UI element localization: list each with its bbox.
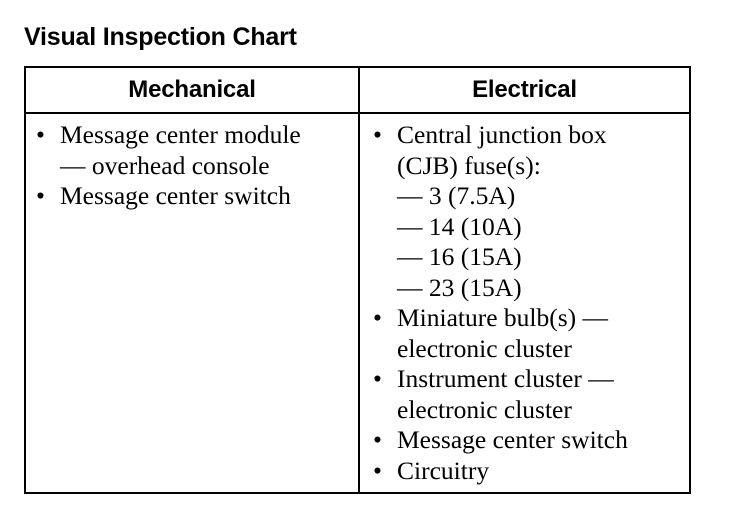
column-divider (358, 68, 360, 492)
list-item-text: (CJB) fuse(s): (397, 150, 541, 180)
inspection-table (24, 66, 691, 494)
electrical-list (371, 120, 628, 486)
page-title: Visual Inspection Chart (24, 23, 297, 51)
list-item (371, 120, 628, 303)
fuse-entry: — 14 (10A) (397, 211, 522, 241)
list-item-text: Instrument cluster — (397, 364, 614, 393)
header-divider (26, 112, 689, 114)
list-item (371, 456, 628, 487)
column-header-electrical: Electrical (472, 76, 577, 103)
list-item (34, 181, 301, 212)
list-item-text: Central junction box (397, 120, 607, 149)
list-item-text: Miniature bulb(s) — (397, 303, 609, 332)
column-header-mechanical: Mechanical (128, 76, 256, 103)
list-item-text: Message center switch (397, 425, 628, 454)
list-item-text: Message center switch (60, 181, 291, 210)
bullet-icon: • (373, 303, 382, 332)
list-item (34, 120, 301, 181)
bullet-icon: • (373, 120, 382, 149)
fuse-entry: — 23 (15A) (397, 272, 522, 302)
bullet-icon: • (373, 364, 382, 393)
bullet-icon: • (36, 120, 45, 149)
list-item (371, 303, 628, 364)
fuse-entry: — 3 (7.5A) (397, 181, 516, 210)
list-item (371, 425, 628, 456)
list-item-text: electronic cluster (397, 394, 572, 424)
list-item-text: Message center module (60, 120, 301, 149)
bullet-icon: • (36, 181, 45, 210)
mechanical-list (34, 120, 301, 212)
bullet-icon: • (373, 455, 382, 485)
list-item-text: electronic cluster (397, 333, 572, 363)
bullet-icon: • (373, 425, 382, 454)
list-item (371, 364, 628, 425)
list-item-text: Circuitry (397, 455, 490, 485)
fuse-entry: — 16 (15A) (397, 242, 522, 271)
list-item-text: — overhead console (60, 150, 270, 180)
